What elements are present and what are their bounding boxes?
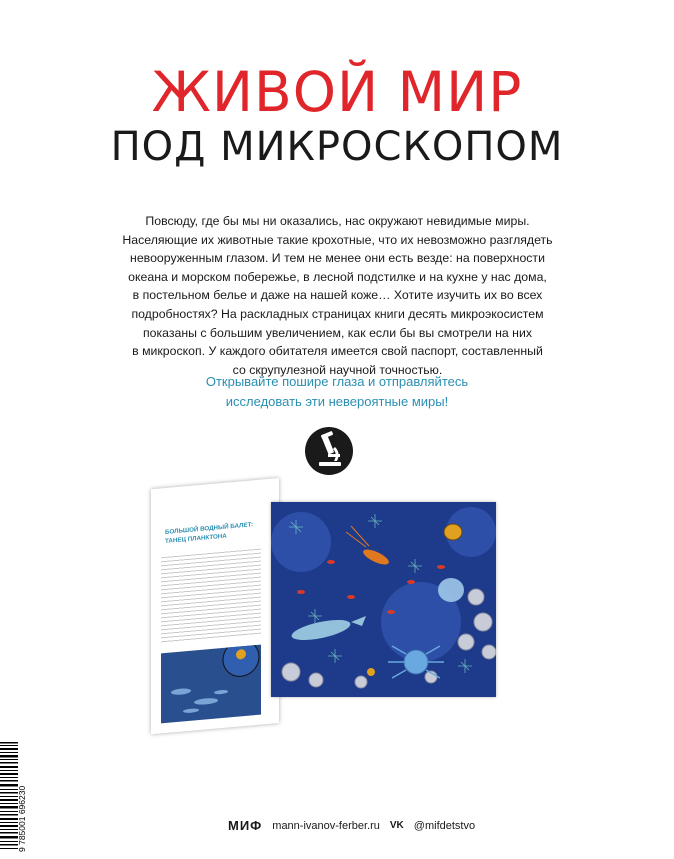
invitation-line2: исследовать эти невероятные миры! bbox=[225, 394, 449, 409]
spread-mini-illustration bbox=[161, 645, 261, 724]
vk-icon: VK bbox=[389, 820, 404, 831]
description-line: подробностях? На раскладных страницах книги десять микроэкосистем bbox=[131, 306, 544, 321]
spread-right-page bbox=[271, 502, 496, 697]
description-line: невооруженным глазом. И тем не менее они есть везде: на поверхности bbox=[130, 251, 545, 266]
spread-left-page bbox=[151, 478, 279, 734]
publisher-footer bbox=[228, 818, 475, 833]
description-line: в микроскоп. У каждого обитателя имеется свой паспорт, составленный bbox=[132, 344, 543, 359]
spread-heading-line2: ТАНЕЦ ПЛАНКТОНА bbox=[165, 532, 227, 545]
barcode-number: 9 785001 696230 bbox=[17, 785, 27, 852]
description-line: океана и морском побережье, в лесной подстилке и на кухне у нас дома, bbox=[128, 269, 547, 284]
description-line: показаны с большим увеличением, как если бы вы смотрели на них bbox=[143, 325, 532, 340]
book-spread-preview bbox=[151, 478, 496, 738]
description-line: Населяющие их животные такие крохотные, что их невозможно разглядеть bbox=[122, 232, 553, 247]
publisher-website[interactable]: mann-ivanov-ferber.ru bbox=[272, 819, 380, 832]
microscope-logo-icon bbox=[303, 425, 355, 477]
description-line: Повсюду, где бы мы ни оказались, нас окружают невидимые миры. bbox=[145, 214, 530, 228]
invitation-text bbox=[0, 372, 674, 412]
social-handle[interactable]: @mifdetstvo bbox=[413, 819, 476, 832]
book-description bbox=[105, 212, 570, 379]
book-title-line2: ПОД МИКРОСКОПОМ bbox=[110, 124, 564, 170]
description-line: со скрупулезной научной точностью. bbox=[232, 362, 443, 377]
description-line: в постельном белье и даже на нашей коже… Хотите изучить их во всех bbox=[132, 288, 543, 303]
plankton-illustration bbox=[271, 502, 496, 697]
barcode bbox=[0, 740, 27, 854]
book-title-line1: ЖИВОЙ МИР bbox=[151, 60, 523, 124]
spread-text-block bbox=[161, 546, 261, 645]
invitation-line1: Открывайте пошире глаза и отправляйтесь bbox=[205, 374, 469, 389]
publisher-logo: МИФ bbox=[228, 818, 263, 833]
spread-heading-line1: БОЛЬШОЙ ВОДНЫЙ БАЛЕТ: bbox=[165, 521, 254, 536]
